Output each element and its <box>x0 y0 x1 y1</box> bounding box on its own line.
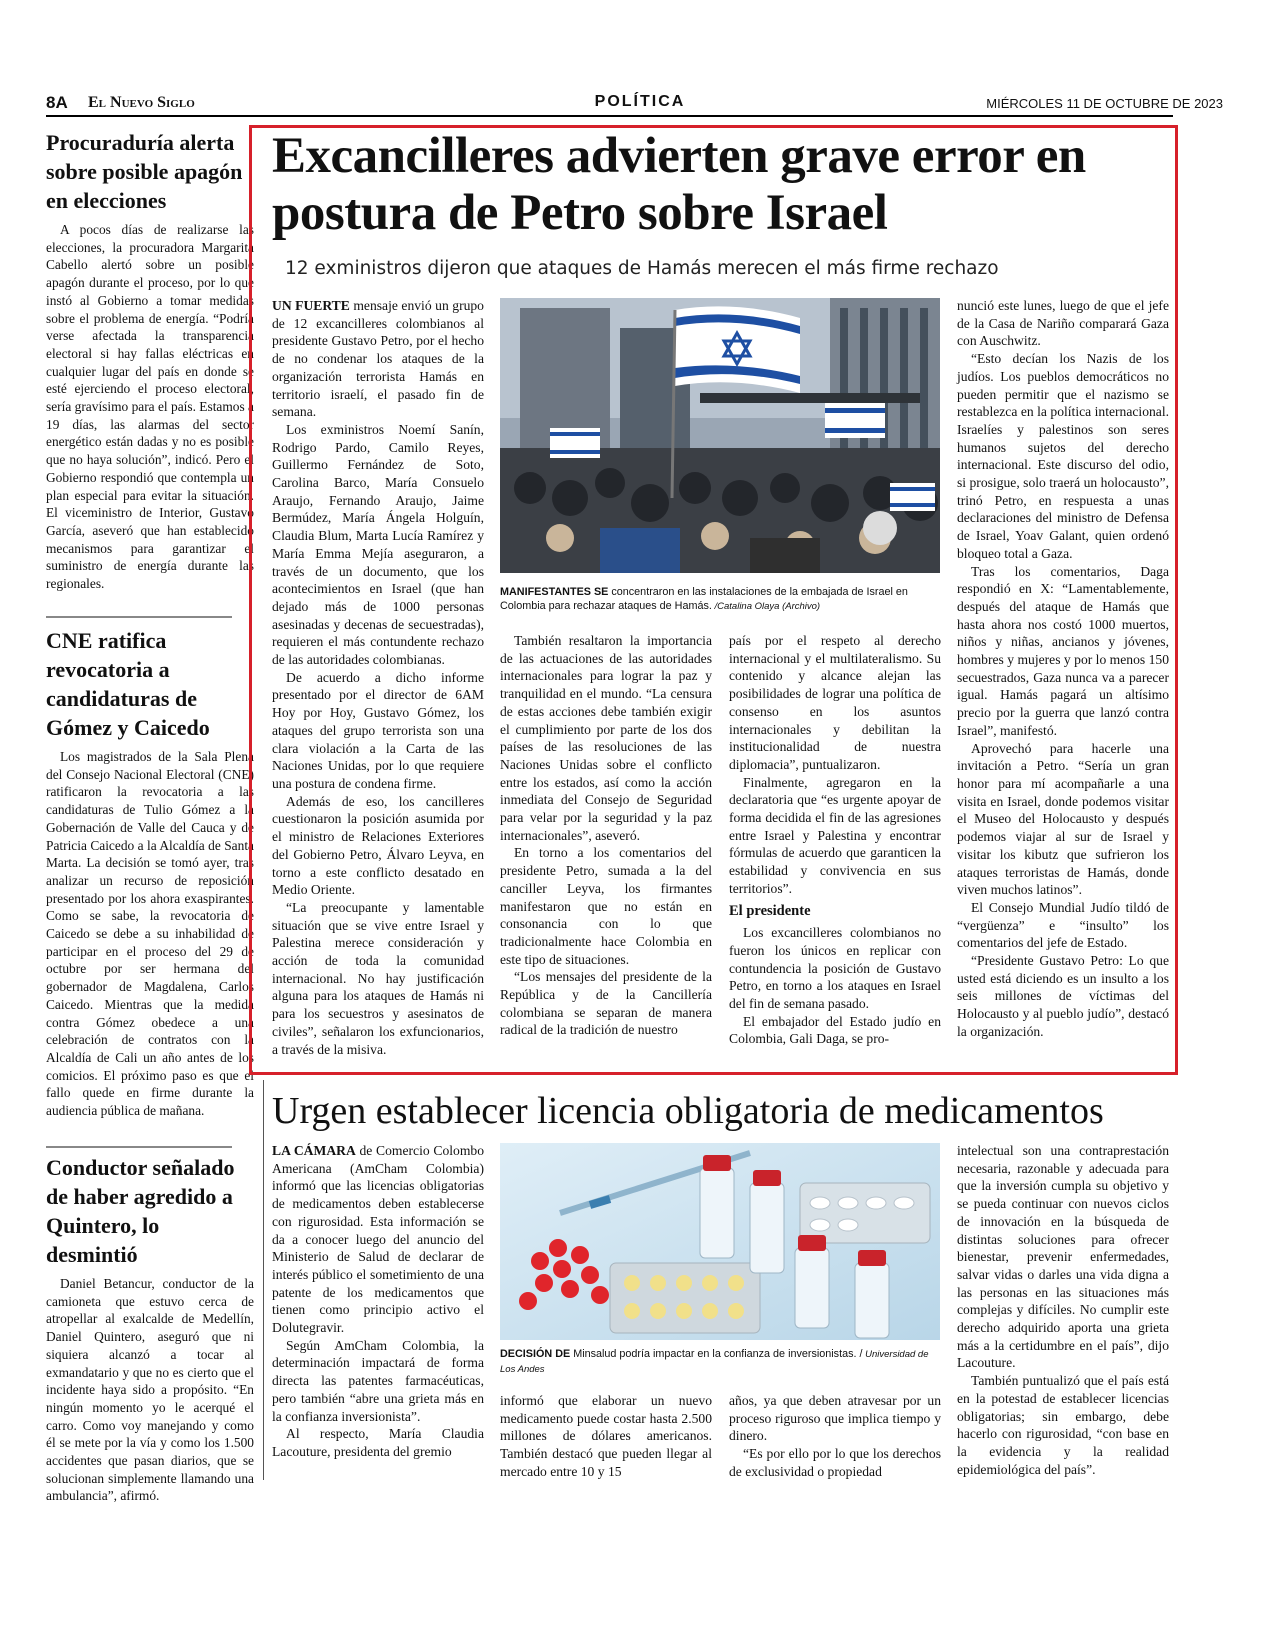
main-column-4 <box>957 297 1169 1057</box>
paragraph: Según AmCham Colombia, la determinación impactará de forma directa las patentes farmacéuticas, pero también “abre una grieta más en la confianza inversionista”. <box>272 1337 484 1424</box>
sidebar-headline: Procuraduría alerta sobre posible apagón en elecciones <box>46 130 243 213</box>
sidebar-body <box>46 221 254 593</box>
second-headline: Urgen establecer licencia obligatoria de medicamentos <box>272 1090 1104 1132</box>
paragraph: El embajador del Estado judío en Colombia, Gali Daga, se pro- <box>729 1013 941 1047</box>
second-column-1 <box>272 1142 484 1482</box>
paragraph: Los exministros Noemí Sanín, Rodrigo Pardo, Camilo Reyes, Guillermo Fernández de Soto, Carolina Barco, María Consuelo Araujo, Fernando Araujo, Jaime Bermúdez, María Ángela Holguín, Claudia Blum, Marta Lucía Ramírez y María Emma Mejía aseguraron, a través de un documento, que los acontecimientos en Israel (que han dejado más de 1000 personas asesinadas y decenas de secuestradas), requieren el más contundente rechazo de las autoridades colombianas. <box>272 421 484 668</box>
second-column-4 <box>957 1142 1169 1482</box>
paragraph: intelectual son una contraprestación necesaria, razonable y adecuada para que la inversión cumpla su objetivo y se pueda continuar con nuevos ciclos de innovación en la búsqueda de distintas soluciones para ofrecer bienestar, prevenir enfermedades, salvar vidas o darles una vida digna a las personas en las situaciones más complejas y difíciles. No cumplir este derecho adquirido aporta una grieta más a la certidumbre en el país”, dijo Lacouture. <box>957 1143 1169 1371</box>
sidebar-story-procuraduria <box>46 128 254 608</box>
medicine-photo <box>500 1143 940 1340</box>
sidebar-vertical-rule <box>263 1080 264 1480</box>
paragraph: También resaltaron la importancia de las actuaciones de las autoridades internacionales para lograr la paz y tranquilidad en el mundo. “La censura de estas acciones debe también exigir el cumplimiento por parte de los dos países de las resoluciones de las Naciones Unidas sobre el conflicto entre los estados, así como la acción inmediata del Consejo de Seguridad para velar por la seguridad y la paz internacionales”, aseveró. <box>500 633 712 843</box>
lead-paragraph: LA CÁMARA de Comercio Colombo Americana (AmCham Colombia) informó que las licencias obligatorias de medicamentos deben establecerse con rigurosidad. Esta información se da a conocer luego del anuncio del Ministerio de Salud de declarar de interés público el sometimiento de una patente de los medicamentos que tienen como principio activo el Dolutegravir. <box>272 1143 484 1336</box>
second-column-3 <box>729 1392 941 1482</box>
paragraph: “Presidente Gustavo Petro: Lo que usted está diciendo es un insulto a los seis millones de víctimas del Holocausto y al pueblo judío”, destacó la organización. <box>957 953 1169 1039</box>
header-rule <box>46 115 1173 117</box>
paragraph: De acuerdo a dicho informe presentado por el director de 6AM Hoy por Hoy, Gustavo Gómez, los ataques del grupo terrorista son una clara violación a la Carta de las Naciones Unidas, por lo que requiere una postura de condena firme. <box>272 669 484 791</box>
newspaper-name: El Nuevo Siglo <box>88 94 195 111</box>
protest-illustration <box>500 298 940 573</box>
paragraph: Finalmente, agregaron en la declaratoria que “es urgente apoyar de forma decidida el fin de las agresiones entre Israel y Palestina y encontrar fórmulas de acuerdo que garanticen la estabilidad y convivencia en sus territorios”. <box>729 774 941 896</box>
main-column-3 <box>729 632 941 1057</box>
sidebar-divider <box>46 616 232 618</box>
paragraph: También puntualizó que el país está en la potestad de establecer licencias obligatorias; sin embargo, debe hacerlo con rigurosidad, “con base en la evidencia y la realidad epidemiológica del país”. <box>957 1373 1169 1477</box>
lead-in: UN FUERTE <box>272 298 350 313</box>
paragraph: nunció este lunes, luego de que el jefe de la Casa de Nariño comparará Gaza con Auschwitz. <box>957 298 1169 349</box>
protest-photo-caption: MANIFESTANTES SE concentraron en las instalaciones de la embajada de Israel en Colombia para rechazar ataques de Hamás. /Catalina Olaya (Archivo) <box>500 586 908 612</box>
sidebar-body <box>46 748 254 1120</box>
main-headline: Excancilleres advierten grave error en postura de Petro sobre Israel <box>272 128 1086 241</box>
sidebar-story-cne <box>46 626 254 1136</box>
sidebar-headline: CNE ratifica revocatoria a candidaturas de Gómez y Caicedo <box>46 628 210 740</box>
paragraph: “Los mensajes del presidente de la República y de la Cancillería colombiana se separan de manera radical de la tradición de nuestro <box>500 969 712 1038</box>
main-subhead: 12 exministros dijeron que ataques de Hamás merecen el más firme rechazo <box>285 258 999 279</box>
sidebar-paragraph: A pocos días de realizarse las elecciones, la procuradora Margarita Cabello alertó sobre un posible apagón durante el proceso, por lo que instó al Gobierno a tomar medidas sobre el problema de energía. “Podría verse afectada la transparencia electoral si hay fallas eléctricas en cualquier lugar del país en donde se esté ejerciendo el proceso electoral, sería gravísimo para el país. Estamos a 19 días, las alarmas del sector energético están dadas y no es posible que no haya solución”, indicó. Pero el Gobierno respondió que contempla un plan especial para evitar la situación. El viceministro de Interior, Gustavo García, aseveró que han establecido mecanismos para garantizar el suministro de energía durante las regionales. <box>46 222 254 592</box>
paragraph: años, ya que deben atravesar por un proceso riguroso que implica tiempo y dinero. <box>729 1393 941 1444</box>
second-column-2 <box>500 1392 712 1482</box>
paragraph: Además de eso, los cancilleres cuestionaron la posición asumida por el ministro de Relaciones Exteriores del Gobierno Petro, Álvaro Leyva, en torno a este conflicto desatado en Medio Oriente. <box>272 793 484 898</box>
paragraph: En torno a los comentarios del presidente Petro, sumada a la del canciller Leyva, los firmantes manifestaron que no están en consonancia con lo que tradicionalmente hace Colombia en este tipo de situaciones. <box>500 845 712 967</box>
medicine-photo-caption: DECISIÓN DE Minsalud podría impactar en la confianza de inversionistas. / Universidad de Los Andes <box>500 1348 929 1375</box>
protest-photo <box>500 298 940 573</box>
paragraph: informó que elaborar un nuevo medicamento puede costar hasta 2.500 millones de dólares americanos. También destacó que pueden llegar al mercado entre 10 y 15 <box>500 1393 712 1479</box>
paragraph: “Esto decían los Nazis de los judíos. Los pueblos democráticos no pueden permitir que el nazismo se restablezca en la política internacional. Israelíes y palestinos son seres humanos sujetos del derecho internacional. Este discurso del odio, si prosigue, solo traerá un holocausto”, trinó Petro, en respuesta a unas declaraciones del ministro de Defensa de Israel, Yoav Galant, quien ordenó bloqueo total a Gaza. <box>957 351 1169 561</box>
lead-paragraph: UN FUERTE mensaje envió un grupo de 12 excancilleres colombianos al presidente Gustavo Petro, por el hecho de no condenar los ataques de la organización terrorista Hamás en territorio israelí, el pasado fin de semana. <box>272 298 484 420</box>
paragraph: país por el respeto al derecho internacional y el multilateralismo. Su contenido y alcance alejan las posibilidades de lograr una política de consenso en los asuntos internacionales y debilitan la institucionalidad de nuestra diplomacia”, puntualizaron. <box>729 633 941 772</box>
page-number: 8A <box>46 93 68 112</box>
sidebar-body <box>46 1275 254 1505</box>
sidebar-story-conductor <box>46 1153 254 1504</box>
paragraph: “La preocupante y lamentable situación que se vive entre Israel y Palestina merece consideración y acción de toda la comunidad internacional. No hay justificación alguna para los ataques de Hamás ni para los secuestros y asesinatos de civiles”, señalaron los exfuncionarios, a través de la misiva. <box>272 899 484 1057</box>
medicine-illustration <box>500 1143 940 1340</box>
paragraph: “Es por ello por lo que los derechos de exclusividad o propiedad <box>729 1446 941 1479</box>
paragraph: Al respecto, María Claudia Lacouture, presidenta del gremio <box>272 1426 484 1459</box>
main-column-1 <box>272 297 484 1057</box>
sidebar-paragraph: Daniel Betancur, conductor de la camioneta que estuvo cerca de atropellar al exalcalde de Medellín, Daniel Quintero, aseguró que ni siquiera alcanzó a tocar al exmandatario y que no es cierto que el incidente haya sido a propósito. “En ningún momento yo le acerqué el carro. Como voy manejando y como él se mete por la vía y como los 1.500 accidentes que pasan diarios, que se solucionan simplemente llamando una ambulancia”, afirmó. <box>46 1276 254 1504</box>
section-name: POLÍTICA <box>594 93 686 110</box>
paragraph: Aprovechó para hacerle una invitación a Petro. “Sería un gran honor para mí acompañarle a una visita en Israel, donde podemos visitar el Museo del Holocausto y después podemos viajar al sur de Israel y visitar los kibutz que sufrieron los ataques terroristas de Hamás, donde viven muchos latinos”. <box>957 740 1169 898</box>
paragraph: El Consejo Mundial Judío tildó de “vergüenza” e “insulto” los comentarios del jefe de Estado. <box>957 899 1169 951</box>
paragraph: Los excancilleres colombianos no fueron los únicos en replicar con contundencia la posición de Gustavo Petro, en torno a los ataques en Israel del fin de semana pasado. <box>729 925 941 1012</box>
main-column-2 <box>500 632 712 1057</box>
sidebar-divider <box>46 1146 232 1148</box>
section-subheading: El presidente <box>729 902 811 919</box>
issue-date: MIÉRCOLES 11 DE OCTUBRE DE 2023 <box>986 96 1223 111</box>
sidebar-headline: Conductor señalado de haber agredido a Quintero, lo desmintió <box>46 1155 235 1267</box>
paragraph: Tras los comentarios, Daga respondió en X: “Lamentablemente, después del ataque de Hamás que hasta ahora nos costó 1000 muertos, niños y niñas, ancianos y jóvenes, hombres y mujeres y por lo menos 150 secuestrados, Gaza nunca va a parecer igual. Hamás pagará un altísimo precio por la guerra que lanzó contra Israel”, manifestó. <box>957 563 1169 738</box>
lead-in: LA CÁMARA <box>272 1143 356 1158</box>
sidebar-paragraph: Los magistrados de la Sala Plena del Consejo Nacional Electoral (CNE) ratificaron la revocatoria a las candidaturas de Tulio Gómez a la Gobernación de Valle del Cauca y de Patricia Caicedo a la Alcaldía de Santa Marta. La decisión se tomó ayer, tras analizar un recurso de reposición presentado por los ahora exaspirantes. Como se sabe, la revocatoria de Caicedo se debe a su inhabilidad de participar en el proceso del 29 de octubre por ser hermana del gobernador de Magdalena, Carlos Caicedo. Mientras que la medida contra Gómez obedece a una celebración de contratos con la Alcaldía de Cali un año antes de los comicios. El próximo paso es que el fallo quede en firme durante la audiencia pública de mañana. <box>46 749 254 1119</box>
